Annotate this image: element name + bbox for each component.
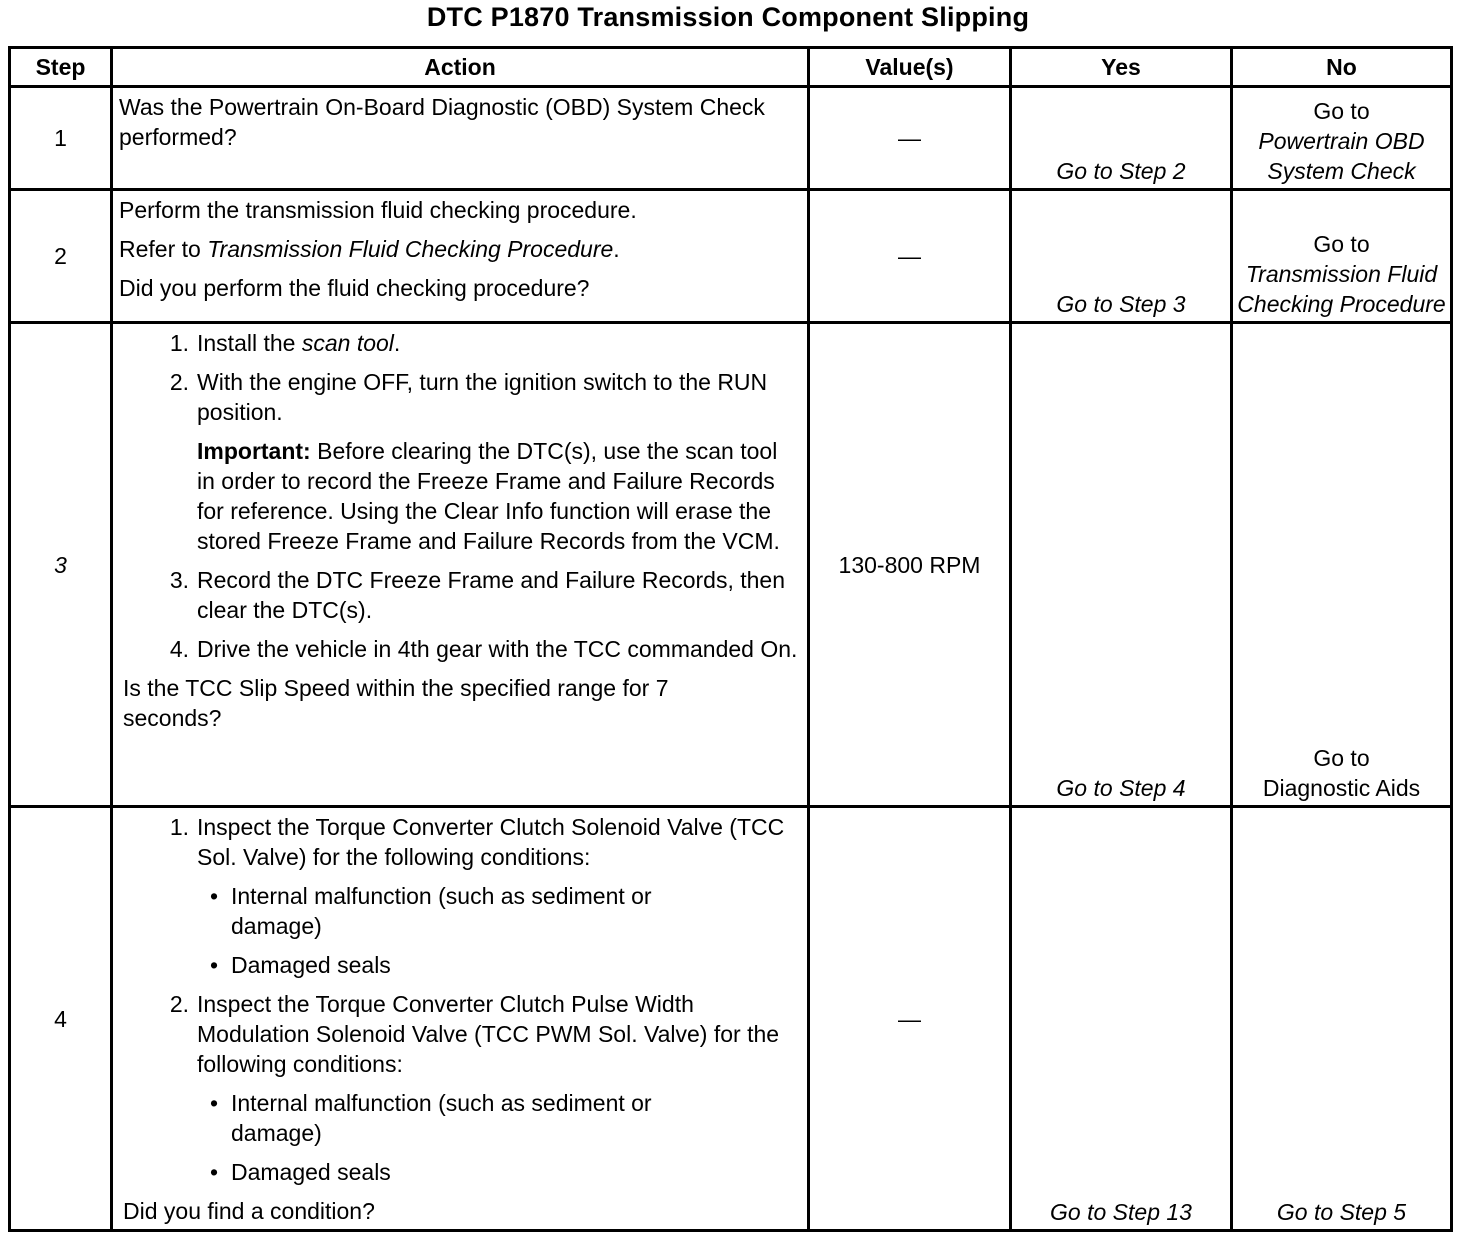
item-text-suffix: .: [393, 330, 401, 356]
bullet-glyph: •: [209, 1159, 219, 1185]
header-values: Value(s): [809, 48, 1011, 87]
item-text: Inspect the Torque Converter Clutch Pulse Width Modulation Solenoid Valve (TCC PWM Sol. Valve) for the following conditions:: [197, 991, 780, 1077]
header-no: No: [1232, 48, 1452, 87]
action-cell: [112, 807, 809, 1231]
reference-link[interactable]: Transmission Fluid Checking Procedure: [207, 236, 614, 262]
bullet-glyph: •: [209, 883, 219, 909]
step-number: 2: [10, 190, 112, 323]
value-text: —: [898, 1005, 921, 1032]
table-header-row: [10, 48, 1452, 87]
numbered-item: [123, 989, 799, 1079]
scan-tool-link[interactable]: scan tool: [301, 330, 394, 356]
page-title: DTC P1870 Transmission Component Slipping: [426, 2, 1030, 32]
table-row: [10, 87, 1452, 190]
no-link[interactable]: Powertrain OBD System Check: [1258, 128, 1425, 184]
value-text: 130-800 RPM: [838, 551, 981, 578]
item-number: 2.: [169, 369, 189, 395]
diagnostic-table: [8, 46, 1453, 1232]
table-row: [10, 190, 1452, 323]
value-cell: [809, 323, 1011, 807]
bullet-text: Damaged seals: [231, 952, 391, 978]
item-number: 3.: [169, 567, 189, 593]
item-text: Record the DTC Freeze Frame and Failure Records, then clear the DTC(s).: [197, 567, 786, 623]
no-cell: [1232, 323, 1452, 807]
item-text: With the engine OFF, turn the ignition switch to the RUN position.: [197, 369, 768, 425]
yes-link[interactable]: Go to Step 3: [1011, 190, 1232, 323]
reference-prefix: Refer to: [119, 236, 208, 262]
item-text: Drive the vehicle in 4th gear with the TCC commanded On.: [197, 636, 798, 662]
bullet-glyph: •: [209, 952, 219, 978]
numbered-item: [123, 634, 799, 664]
bullet-item: [123, 1157, 799, 1187]
reference-suffix: .: [613, 236, 620, 262]
important-note: [123, 436, 799, 556]
no-link[interactable]: Transmission Fluid Checking Procedure: [1237, 261, 1446, 317]
action-cell: [112, 323, 809, 807]
item-number: 2.: [169, 991, 189, 1017]
bullet-text: Internal malfunction (such as sediment or damage): [231, 1090, 652, 1146]
item-text-prefix: Install the: [197, 330, 302, 356]
step-number: 1: [10, 87, 112, 190]
value-text: —: [898, 243, 921, 269]
no-cell: [1232, 87, 1452, 190]
yes-link[interactable]: Go to Step 4: [1011, 323, 1232, 807]
value-cell: [809, 190, 1011, 323]
item-text: [197, 328, 799, 358]
bullet-item: [123, 1088, 799, 1148]
important-text: Before clearing the DTC(s), use the scan tool in order to record the Freeze Frame and Failure Records for reference. Using the Clear Info function will erase the stored Freeze Frame and Failure Records from the VCM.: [197, 438, 780, 554]
no-link[interactable]: Diagnostic Aids: [1262, 775, 1421, 801]
bullet-item: [123, 881, 799, 941]
numbered-item: [123, 367, 799, 427]
no-prefix: Go to: [1313, 98, 1370, 124]
action-text: Perform the transmission fluid checking procedure.: [119, 197, 637, 223]
item-number: 1.: [169, 330, 189, 356]
header-action: Action: [112, 48, 809, 87]
numbered-item: [123, 812, 799, 872]
item-text: Inspect the Torque Converter Clutch Solenoid Valve (TCC Sol. Valve) for the following conditions:: [197, 814, 785, 870]
action-question: Did you find a condition?: [123, 1198, 375, 1224]
value-cell: [809, 87, 1011, 190]
no-link[interactable]: Go to Step 5: [1232, 807, 1452, 1231]
yes-link[interactable]: Go to Step 2: [1011, 87, 1232, 190]
bullet-glyph: •: [209, 1090, 219, 1116]
yes-link[interactable]: Go to Step 13: [1011, 807, 1232, 1231]
bullet-text: Damaged seals: [231, 1159, 391, 1185]
numbered-item: [123, 565, 799, 625]
no-cell: [1232, 190, 1452, 323]
action-cell: [112, 87, 809, 190]
table-row: [10, 807, 1452, 1231]
bullet-item: [123, 950, 799, 980]
no-prefix: Go to: [1313, 745, 1370, 771]
action-question: Is the TCC Slip Speed within the specified range for 7 seconds?: [123, 675, 669, 731]
bullet-text: Internal malfunction (such as sediment or damage): [231, 883, 652, 939]
action-question: Was the Powertrain On-Board Diagnostic (OBD) System Check performed?: [119, 94, 765, 150]
header-yes: Yes: [1011, 48, 1232, 87]
item-number: 1.: [169, 814, 189, 840]
step-number: 3: [10, 323, 112, 807]
action-question: Did you perform the fluid checking procedure?: [119, 275, 590, 301]
numbered-item: [123, 328, 799, 358]
important-label: Important:: [197, 438, 311, 464]
table-row: [10, 323, 1452, 807]
item-number: 4.: [169, 636, 189, 662]
value-text: —: [898, 125, 921, 151]
step-number: 4: [10, 807, 112, 1231]
action-cell: [112, 190, 809, 323]
action-reference: [119, 234, 799, 264]
header-step: Step: [10, 48, 112, 87]
value-cell: [809, 807, 1011, 1231]
no-prefix: Go to: [1313, 231, 1370, 257]
